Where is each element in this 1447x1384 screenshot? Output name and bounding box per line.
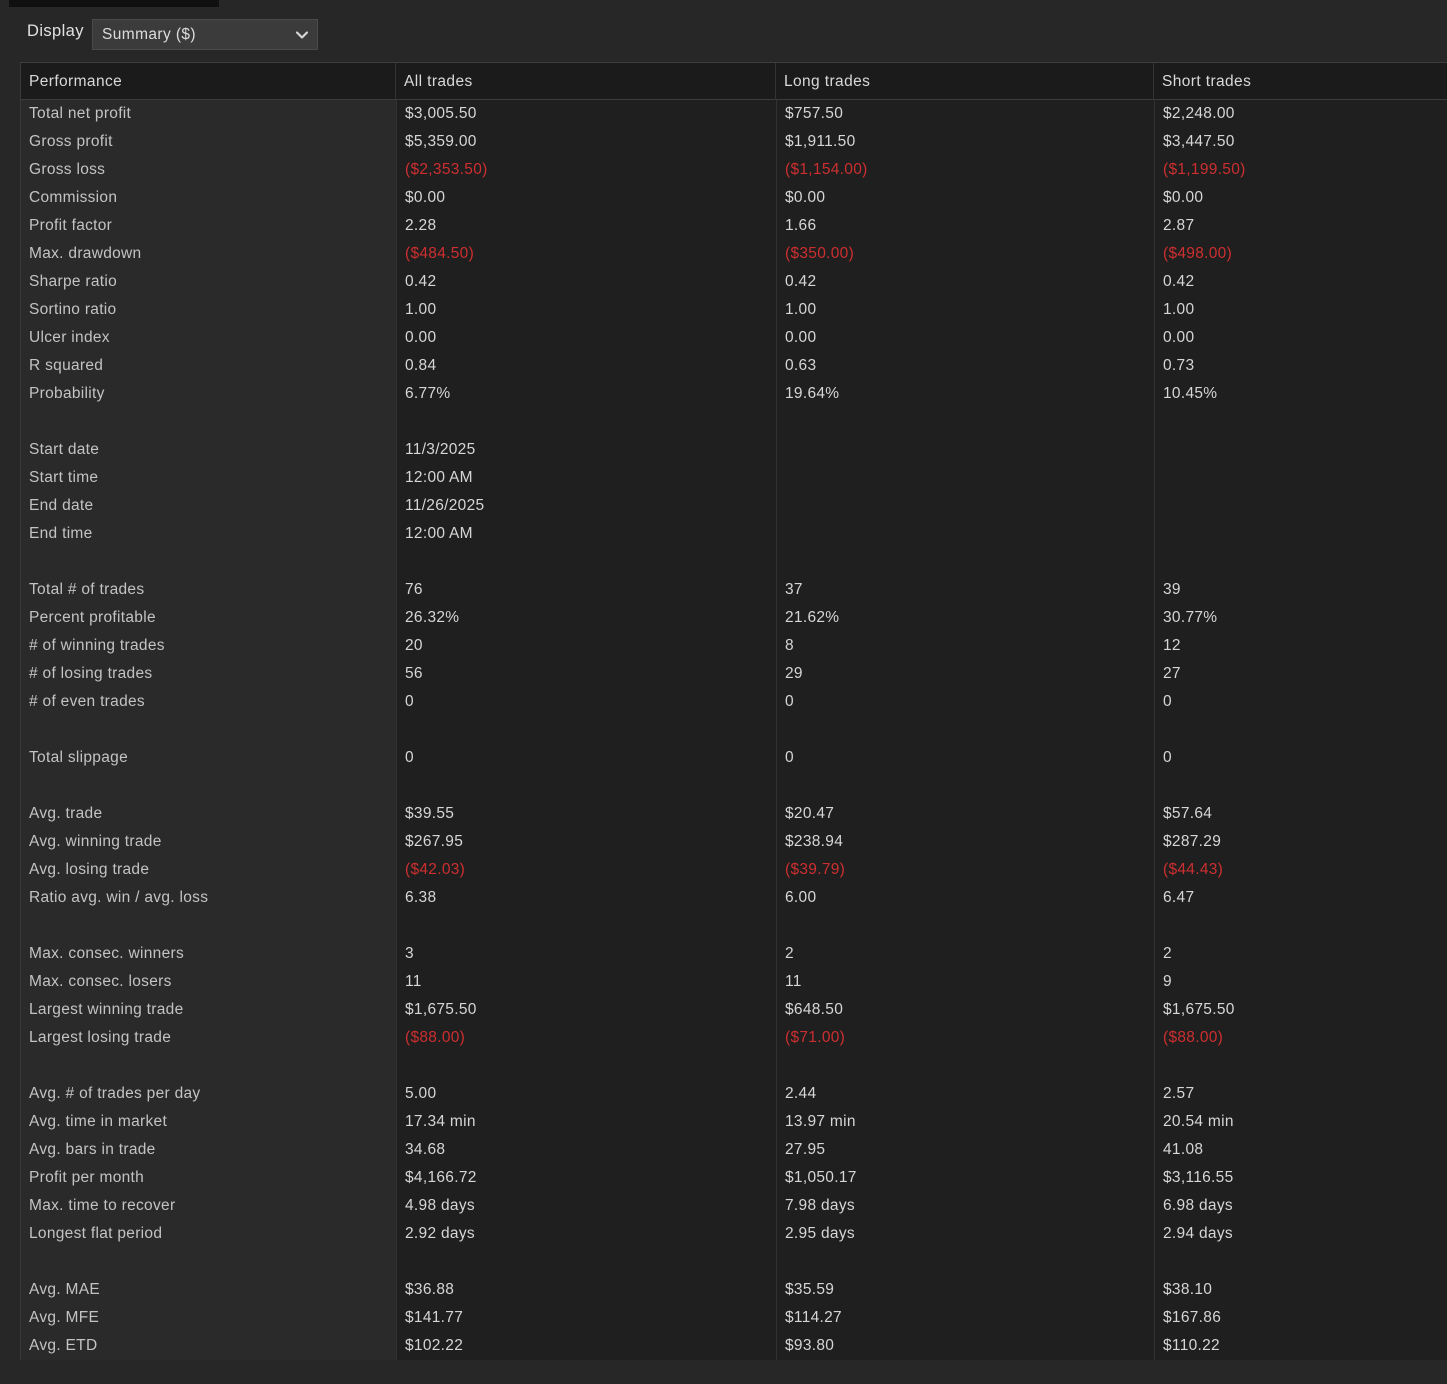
row-label: Sharpe ratio <box>21 268 396 296</box>
table-row <box>21 856 1447 884</box>
table-row <box>21 1136 1447 1164</box>
row-label: Profit factor <box>21 212 396 240</box>
row-value: 2 <box>776 940 1154 968</box>
table-row-spacer <box>21 1248 1447 1276</box>
row-value: 12:00 AM <box>396 520 776 548</box>
table-row <box>21 1108 1447 1136</box>
row-value: 2 <box>1154 940 1447 968</box>
performance-summary-table <box>20 62 1447 1360</box>
row-value: ($1,154.00) <box>776 156 1154 184</box>
row-value: 7.98 days <box>776 1192 1154 1220</box>
row-value: 76 <box>396 576 776 604</box>
row-value: 2.57 <box>1154 1080 1447 1108</box>
row-value: $2,248.00 <box>1154 100 1447 128</box>
row-value <box>396 912 776 940</box>
row-value <box>396 408 776 436</box>
row-value: 1.00 <box>776 296 1154 324</box>
row-value: 11/3/2025 <box>396 436 776 464</box>
row-value: 13.97 min <box>776 1108 1154 1136</box>
row-value: $648.50 <box>776 996 1154 1024</box>
row-label: Ratio avg. win / avg. loss <box>21 884 396 912</box>
row-value: $0.00 <box>776 184 1154 212</box>
table-row <box>21 296 1447 324</box>
row-value <box>1154 772 1447 800</box>
table-row <box>21 212 1447 240</box>
row-value: 30.77% <box>1154 604 1447 632</box>
table-row <box>21 884 1447 912</box>
table-row <box>21 828 1447 856</box>
table-row <box>21 940 1447 968</box>
row-value: 3 <box>396 940 776 968</box>
row-value: $0.00 <box>1154 184 1447 212</box>
row-value: ($350.00) <box>776 240 1154 268</box>
row-label <box>21 912 396 940</box>
row-value <box>776 1052 1154 1080</box>
row-label: Avg. losing trade <box>21 856 396 884</box>
row-value: $757.50 <box>776 100 1154 128</box>
row-value: 4.98 days <box>396 1192 776 1220</box>
row-label: Max. time to recover <box>21 1192 396 1220</box>
table-row-spacer <box>21 716 1447 744</box>
table-body <box>21 100 1447 1360</box>
column-header-short-trades: Short trades <box>1162 73 1252 90</box>
row-value: ($484.50) <box>396 240 776 268</box>
row-value: $1,675.50 <box>396 996 776 1024</box>
table-row <box>21 1332 1447 1360</box>
row-label: Start date <box>21 436 396 464</box>
row-value <box>396 1248 776 1276</box>
row-value: 17.34 min <box>396 1108 776 1136</box>
row-label: Total slippage <box>21 744 396 772</box>
table-row <box>21 492 1447 520</box>
row-value <box>776 912 1154 940</box>
column-header-all-trades: All trades <box>396 63 776 100</box>
row-value <box>396 716 776 744</box>
row-label: Avg. ETD <box>21 1332 396 1360</box>
table-row <box>21 1164 1447 1192</box>
table-row <box>21 604 1447 632</box>
row-value: $36.88 <box>396 1276 776 1304</box>
row-value: 0.00 <box>396 324 776 352</box>
row-value: $39.55 <box>396 800 776 828</box>
row-value <box>1154 716 1447 744</box>
table-row <box>21 156 1447 184</box>
row-value <box>776 436 1154 464</box>
row-value: 6.77% <box>396 380 776 408</box>
row-value <box>1154 464 1447 492</box>
row-value: $287.29 <box>1154 828 1447 856</box>
row-value <box>1154 520 1447 548</box>
toolbar <box>0 0 1447 62</box>
row-value: 9 <box>1154 968 1447 996</box>
table-row <box>21 464 1447 492</box>
table-row <box>21 520 1447 548</box>
row-value: 0.42 <box>1154 268 1447 296</box>
row-label: End time <box>21 520 396 548</box>
table-row <box>21 240 1447 268</box>
row-value <box>396 772 776 800</box>
row-label: Avg. MFE <box>21 1304 396 1332</box>
row-label: # of even trades <box>21 688 396 716</box>
row-label: Max. drawdown <box>21 240 396 268</box>
row-label: End date <box>21 492 396 520</box>
table-row-spacer <box>21 772 1447 800</box>
row-value: 0 <box>1154 688 1447 716</box>
row-value: ($2,353.50) <box>396 156 776 184</box>
row-label <box>21 548 396 576</box>
row-label: Total net profit <box>21 100 396 128</box>
row-value: 39 <box>1154 576 1447 604</box>
row-value <box>1154 492 1447 520</box>
row-value: 2.94 days <box>1154 1220 1447 1248</box>
row-value: 1.66 <box>776 212 1154 240</box>
row-value: $1,675.50 <box>1154 996 1447 1024</box>
table-row <box>21 100 1447 128</box>
row-value: 2.92 days <box>396 1220 776 1248</box>
table-row <box>21 660 1447 688</box>
row-value <box>1154 548 1447 576</box>
row-value: 6.47 <box>1154 884 1447 912</box>
table-row <box>21 1024 1447 1052</box>
row-label: Avg. winning trade <box>21 828 396 856</box>
row-value: 8 <box>776 632 1154 660</box>
row-value: 2.87 <box>1154 212 1447 240</box>
row-value: 19.64% <box>776 380 1154 408</box>
row-value: 0 <box>776 744 1154 772</box>
table-row <box>21 436 1447 464</box>
row-value: $0.00 <box>396 184 776 212</box>
row-value <box>776 716 1154 744</box>
row-value: 0.84 <box>396 352 776 380</box>
row-value: ($498.00) <box>1154 240 1447 268</box>
table-row <box>21 352 1447 380</box>
row-label <box>21 1052 396 1080</box>
row-value: 10.45% <box>1154 380 1447 408</box>
table-row-spacer <box>21 1052 1447 1080</box>
row-value: 26.32% <box>396 604 776 632</box>
row-value: $3,116.55 <box>1154 1164 1447 1192</box>
row-label: Avg. MAE <box>21 1276 396 1304</box>
column-header-long-trades: Long trades <box>776 63 1154 100</box>
row-label: Avg. time in market <box>21 1108 396 1136</box>
row-value <box>1154 1248 1447 1276</box>
row-value: 5.00 <box>396 1080 776 1108</box>
row-value: $238.94 <box>776 828 1154 856</box>
row-value: $20.47 <box>776 800 1154 828</box>
row-value <box>776 1248 1154 1276</box>
row-label: Avg. # of trades per day <box>21 1080 396 1108</box>
row-value: $3,447.50 <box>1154 128 1447 156</box>
row-value: $141.77 <box>396 1304 776 1332</box>
row-value: ($42.03) <box>396 856 776 884</box>
row-value: $38.10 <box>1154 1276 1447 1304</box>
row-value <box>776 772 1154 800</box>
row-value: 0.63 <box>776 352 1154 380</box>
table-row <box>21 800 1447 828</box>
table-row <box>21 128 1447 156</box>
row-value: $1,911.50 <box>776 128 1154 156</box>
table-row <box>21 996 1447 1024</box>
table-row <box>21 1276 1447 1304</box>
row-value: $35.59 <box>776 1276 1154 1304</box>
table-row-spacer <box>21 408 1447 436</box>
row-label: Gross profit <box>21 128 396 156</box>
row-label: Commission <box>21 184 396 212</box>
row-value <box>776 520 1154 548</box>
row-value: 56 <box>396 660 776 688</box>
row-value: 6.98 days <box>1154 1192 1447 1220</box>
row-label: Profit per month <box>21 1164 396 1192</box>
row-value: 2.28 <box>396 212 776 240</box>
table-row <box>21 968 1447 996</box>
row-value: 0.73 <box>1154 352 1447 380</box>
row-value: $93.80 <box>776 1332 1154 1360</box>
row-value: 0 <box>396 744 776 772</box>
table-row-spacer <box>21 912 1447 940</box>
row-label: Sortino ratio <box>21 296 396 324</box>
row-value: ($71.00) <box>776 1024 1154 1052</box>
row-value: 12 <box>1154 632 1447 660</box>
row-label <box>21 408 396 436</box>
row-value <box>396 548 776 576</box>
row-value: 6.00 <box>776 884 1154 912</box>
display-dropdown-wrap <box>92 19 318 50</box>
table-row <box>21 268 1447 296</box>
row-label: Max. consec. winners <box>21 940 396 968</box>
row-label: Ulcer index <box>21 324 396 352</box>
row-label: Probability <box>21 380 396 408</box>
table-row <box>21 324 1447 352</box>
row-label: Percent profitable <box>21 604 396 632</box>
row-value: $4,166.72 <box>396 1164 776 1192</box>
row-value: ($39.79) <box>776 856 1154 884</box>
row-label: Gross loss <box>21 156 396 184</box>
row-value: 0 <box>776 688 1154 716</box>
row-value: ($1,199.50) <box>1154 156 1447 184</box>
row-value <box>1154 912 1447 940</box>
row-label: Avg. bars in trade <box>21 1136 396 1164</box>
row-value <box>1154 436 1447 464</box>
row-value: 0.42 <box>776 268 1154 296</box>
row-value: 11 <box>396 968 776 996</box>
row-value: ($88.00) <box>1154 1024 1447 1052</box>
row-value: $267.95 <box>396 828 776 856</box>
row-value: 2.95 days <box>776 1220 1154 1248</box>
row-value: $3,005.50 <box>396 100 776 128</box>
table-row <box>21 576 1447 604</box>
row-value <box>776 464 1154 492</box>
row-value: 1.00 <box>396 296 776 324</box>
row-value: 12:00 AM <box>396 464 776 492</box>
row-value: ($44.43) <box>1154 856 1447 884</box>
row-label <box>21 1248 396 1276</box>
row-label: Longest flat period <box>21 1220 396 1248</box>
table-header-row <box>21 62 1447 100</box>
row-value <box>776 408 1154 436</box>
row-value <box>396 1052 776 1080</box>
row-value: 27.95 <box>776 1136 1154 1164</box>
row-value: 11/26/2025 <box>396 492 776 520</box>
table-row <box>21 380 1447 408</box>
table-row <box>21 1220 1447 1248</box>
row-value: 37 <box>776 576 1154 604</box>
row-label <box>21 772 396 800</box>
row-label: # of winning trades <box>21 632 396 660</box>
display-label: Display <box>27 22 84 40</box>
row-value: 11 <box>776 968 1154 996</box>
row-value: $1,050.17 <box>776 1164 1154 1192</box>
table-row <box>21 1080 1447 1108</box>
row-value: 0 <box>396 688 776 716</box>
row-value: $114.27 <box>776 1304 1154 1332</box>
row-value: 21.62% <box>776 604 1154 632</box>
row-value: 29 <box>776 660 1154 688</box>
row-value: 0.42 <box>396 268 776 296</box>
row-label: R squared <box>21 352 396 380</box>
row-label: Total # of trades <box>21 576 396 604</box>
row-value <box>776 492 1154 520</box>
row-value: $167.86 <box>1154 1304 1447 1332</box>
row-label: Largest winning trade <box>21 996 396 1024</box>
row-label: # of losing trades <box>21 660 396 688</box>
row-value: 0.00 <box>1154 324 1447 352</box>
table-row <box>21 184 1447 212</box>
row-value: 2.44 <box>776 1080 1154 1108</box>
table-row <box>21 744 1447 772</box>
row-value: $110.22 <box>1154 1332 1447 1360</box>
row-value: 0 <box>1154 744 1447 772</box>
display-dropdown[interactable] <box>92 19 318 50</box>
table-row-spacer <box>21 548 1447 576</box>
column-header-performance: Performance <box>21 63 396 100</box>
row-value: 0.00 <box>776 324 1154 352</box>
table-row <box>21 1304 1447 1332</box>
row-value: 41.08 <box>1154 1136 1447 1164</box>
row-value: 20.54 min <box>1154 1108 1447 1136</box>
row-value: 27 <box>1154 660 1447 688</box>
row-value: ($88.00) <box>396 1024 776 1052</box>
row-value: 6.38 <box>396 884 776 912</box>
table-row <box>21 632 1447 660</box>
row-value <box>1154 1052 1447 1080</box>
row-label: Max. consec. losers <box>21 968 396 996</box>
row-label: Avg. trade <box>21 800 396 828</box>
row-label <box>21 716 396 744</box>
row-label: Largest losing trade <box>21 1024 396 1052</box>
row-value: $57.64 <box>1154 800 1447 828</box>
row-value: 20 <box>396 632 776 660</box>
row-value <box>1154 408 1447 436</box>
row-value <box>776 548 1154 576</box>
row-label: Start time <box>21 464 396 492</box>
row-value: $5,359.00 <box>396 128 776 156</box>
table-row <box>21 1192 1447 1220</box>
row-value: 1.00 <box>1154 296 1447 324</box>
row-value: $102.22 <box>396 1332 776 1360</box>
row-value: 34.68 <box>396 1136 776 1164</box>
table-row <box>21 688 1447 716</box>
